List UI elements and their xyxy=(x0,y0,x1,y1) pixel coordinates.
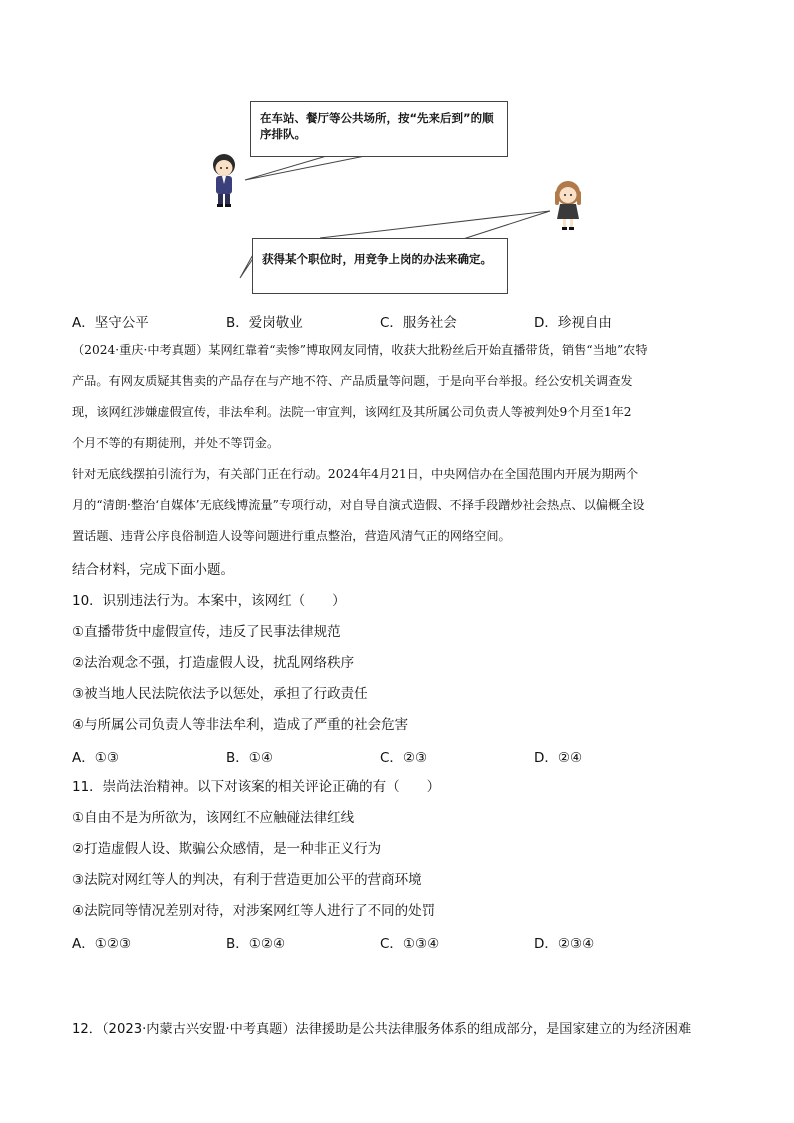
q10-option-b: B．①④ xyxy=(226,750,273,766)
q10-option-d: D．②④ xyxy=(534,750,583,766)
speech-bubble-top-text: 在车站、餐厅等公共场所，按“先来后到”的顺序排队。 xyxy=(260,111,494,141)
speech-bubble-bottom xyxy=(252,238,508,294)
q11-statement-2: ②打造虚假人设、欺骗公众感情，是一种非正义行为 xyxy=(72,841,382,857)
q10-options xyxy=(72,746,712,766)
q9-option-b: B．爱岗敬业 xyxy=(226,315,303,331)
material-line: 针对无底线摆拍引流行为，有关部门正在行动。2024年4月21日，中央网信办在全国范围内开展为期两个 xyxy=(72,467,639,481)
material-line: 产品。有网友质疑其售卖的产品存在与产地不符、产品质量等问题，于是向平台举报。经公安机关调查发 xyxy=(72,374,633,388)
material-line: （2024·重庆·中考真题）某网红靠着“卖惨”博取网友同情，收获大批粉丝后开始直播带货，销售“当地”农特 xyxy=(72,343,648,357)
q11-statement-4: ④法院同等情况差别对待，对涉案网红等人进行了不同的处罚 xyxy=(72,903,436,919)
speech-bubble-bottom-text: 获得某个职位时，用竞争上岗的办法来确定。 xyxy=(262,252,492,266)
girl-icon xyxy=(550,179,586,233)
q10-option-a: A．①③ xyxy=(72,750,119,766)
q11-statement-1: ①自由不是为所欲为，该网红不应触碰法律红线 xyxy=(72,810,355,826)
illustration xyxy=(200,95,590,300)
q11-option-a: A．①②③ xyxy=(72,936,132,952)
boy-icon xyxy=(206,151,242,209)
material-line: 月的“清朗·整治‘自媒体’无底线博流量”专项行动，对自导自演式造假、不择手段蹭炒社会热点、以偏概全设 xyxy=(72,498,645,512)
q9-option-d: D．珍视自由 xyxy=(534,315,612,331)
q9-option-a: A．坚守公平 xyxy=(72,315,149,331)
speech-bubble-top xyxy=(250,101,508,157)
q10-statement-4: ④与所属公司负责人等非法牟利，造成了严重的社会危害 xyxy=(72,717,409,733)
q12-stem: 12．（2023·内蒙古兴安盟·中考真题）法律援助是公共法律服务体系的组成部分，是国家建立的为经济困难 xyxy=(72,1022,692,1037)
q10-option-c: C．②③ xyxy=(380,750,428,766)
material-line: 置话题、违背公序良俗制造人设等问题进行重点整治，营造风清气正的网络空间。 xyxy=(72,529,511,543)
material-paragraph-1 xyxy=(72,335,722,459)
q11-option-b: B．①②④ xyxy=(226,936,286,952)
q11-stem: 11．崇尚法治精神。以下对该案的相关评论正确的有（ ） xyxy=(72,779,441,795)
q11-options xyxy=(72,932,712,952)
q11-statement-3: ③法院对网红等人的判决，有利于营造更加公平的营商环境 xyxy=(72,872,422,888)
material-paragraph-2 xyxy=(72,459,722,552)
q11-option-c: C．①③④ xyxy=(380,936,440,952)
instruction-text: 结合材料，完成下面小题。 xyxy=(72,562,234,578)
q9-options xyxy=(72,311,712,331)
q9-option-c: C．服务社会 xyxy=(380,315,457,331)
material-line: 现，该网红涉嫌虚假宣传，非法牟利。法院一审宣判，该网红及其所属公司负责人等被判处9个月至1年2 xyxy=(72,405,632,419)
q10-stem: 10．识别违法行为。本案中，该网红（ ） xyxy=(72,593,346,609)
q10-statement-3: ③被当地人民法院依法予以惩处，承担了行政责任 xyxy=(72,686,368,702)
q10-statement-2: ②法治观念不强，打造虚假人设，扰乱网络秩序 xyxy=(72,655,355,671)
q10-statement-1: ①直播带货中虚假宣传，违反了民事法律规范 xyxy=(72,624,341,640)
material-line: 个月不等的有期徒刑，并处不等罚金。 xyxy=(72,436,280,450)
q11-option-d: D．②③④ xyxy=(534,936,595,952)
